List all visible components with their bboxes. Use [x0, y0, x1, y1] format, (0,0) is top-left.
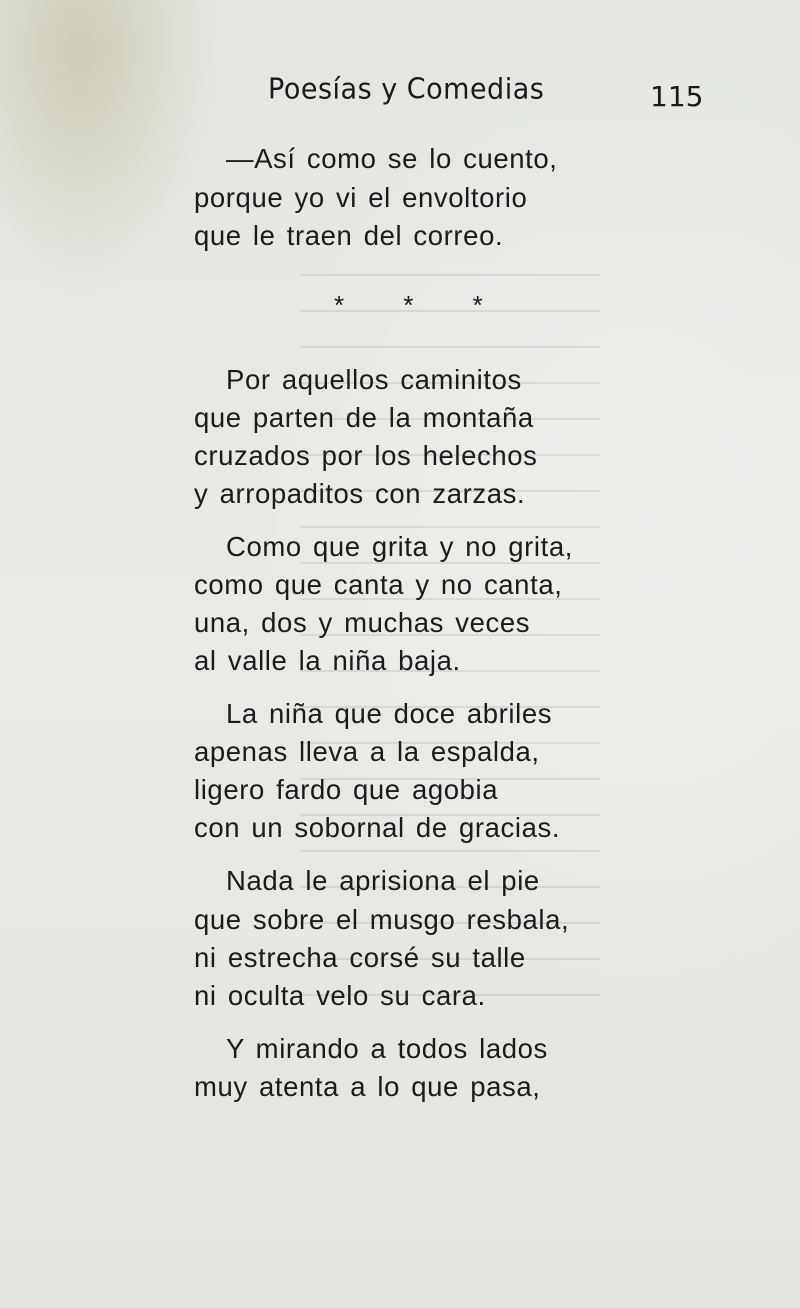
verse-line: cruzados por los helechos — [194, 440, 538, 471]
verse-line: ni oculta velo su cara. — [194, 980, 486, 1011]
verse-line: muy atenta a lo que pasa, — [194, 1071, 541, 1102]
page-number: 115 — [650, 80, 704, 113]
running-title: Poesías y Comedias — [268, 73, 545, 106]
verse-line: —Así como se lo cuento, — [226, 143, 558, 174]
verse-line: que parten de la montaña — [194, 402, 534, 433]
verse-line: que sobre el musgo resbala, — [194, 904, 570, 935]
verse-line: ni estrecha corsé su talle — [194, 942, 526, 973]
section-break: * * * — [334, 290, 509, 320]
verse-line: como que canta y no canta, — [194, 569, 563, 600]
verse-line: y arropaditos con zarzas. — [194, 478, 526, 509]
verse-line: Nada le aprisiona el pie — [226, 865, 540, 896]
verse-line: al valle la niña baja. — [194, 645, 461, 676]
verse-line: porque yo vi el envoltorio — [194, 182, 528, 213]
verse-line: ligero fardo que agobia — [194, 774, 499, 805]
verse-line: una, dos y muchas veces — [194, 607, 531, 638]
verse-line: que le traen del correo. — [194, 220, 504, 251]
verse-line: Como que grita y no grita, — [226, 531, 574, 562]
verse-line: La niña que doce abriles — [226, 698, 553, 729]
verse-line: apenas lleva a la espalda, — [194, 736, 540, 767]
verse-line: Y mirando a todos lados — [226, 1033, 548, 1064]
verse-line: con un sobornal de gracias. — [194, 812, 561, 843]
verse-line: Por aquellos caminitos — [226, 364, 522, 395]
